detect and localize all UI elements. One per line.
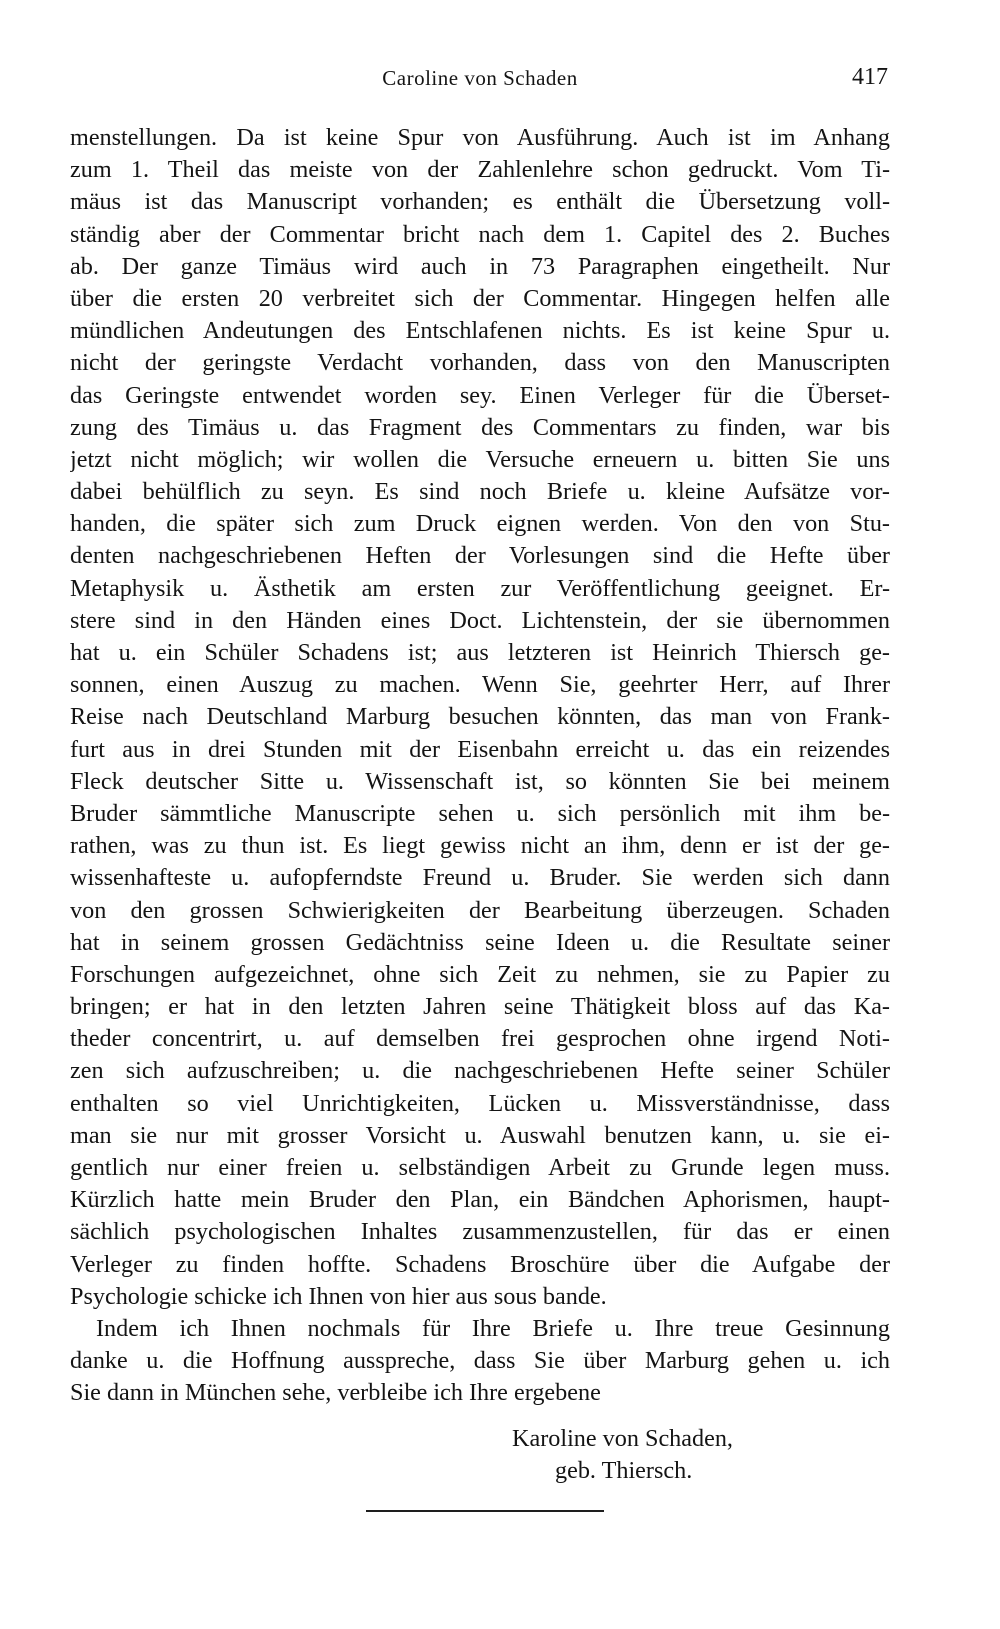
text-line: Psychologie schicke ich Ihnen von hier aus sous bande. xyxy=(70,1282,607,1310)
text-line: handen, die später sich zum Druck eignen werden. Von den von Stu- xyxy=(70,510,890,538)
end-rule xyxy=(366,1510,604,1512)
text-line: theder concentrirt, u. auf demselben frei gesprochen ohne irgend Noti- xyxy=(70,1025,890,1053)
text-line: bringen; er hat in den letzten Jahren seine Thätigkeit bloss auf das Ka- xyxy=(70,993,890,1021)
text-line: Indem ich Ihnen nochmals für Ihre Briefe u. Ihre treue Gesinnung xyxy=(96,1314,890,1342)
text-line: sächlich psychologischen Inhaltes zusammenzustellen, für das er einen xyxy=(70,1218,890,1246)
text-line: denten nachgeschriebenen Heften der Vorlesungen sind die Hefte über xyxy=(70,542,890,570)
text-line: mäus ist das Manuscript vorhanden; es enthält die Übersetzung voll- xyxy=(70,188,890,216)
text-line: rathen, was zu thun ist. Es liegt gewiss nicht an ihm, denn er ist der ge- xyxy=(70,832,890,860)
text-line: enthalten so viel Unrichtigkeiten, Lücken u. Missverständnisse, dass xyxy=(70,1089,890,1117)
text-line: das Geringste entwendet worden sey. Einen Verleger für die Überset- xyxy=(70,381,890,409)
text-line: hat u. ein Schüler Schadens ist; aus letzteren ist Heinrich Thiersch ge- xyxy=(70,639,890,666)
letter-body xyxy=(70,122,890,1410)
text-line: zum 1. Theil das meiste von der Zahlenlehre schon gedruckt. Vom Ti- xyxy=(70,156,890,184)
text-line: Metaphysik u. Ästhetik am ersten zur Veröffentlichung geeignet. Er- xyxy=(70,574,890,602)
text-line: Verleger zu finden hoffte. Schadens Broschüre über die Aufgabe der xyxy=(70,1250,890,1278)
page-number: 417 xyxy=(852,64,888,90)
page-header xyxy=(70,64,890,94)
text-line: mündlichen Andeutungen des Entschlafenen nichts. Es ist keine Spur u. xyxy=(70,317,890,345)
text-line: über die ersten 20 verbreitet sich der Commentar. Hingegen helfen alle xyxy=(70,284,890,312)
text-line: zung des Timäus u. das Fragment des Commentars zu finden, war bis xyxy=(70,413,890,441)
text-line: Forschungen aufgezeichnet, ohne sich Zeit zu nehmen, sie zu Papier zu xyxy=(70,960,890,988)
signature-name: Karoline von Schaden, xyxy=(512,1425,733,1452)
text-line: menstellungen. Da ist keine Spur von Ausführung. Auch ist im Anhang xyxy=(70,124,890,151)
signature-maiden-name: geb. Thiersch. xyxy=(555,1457,693,1485)
text-line: jetzt nicht möglich; wir wollen die Versuche erneuern u. bitten Sie uns xyxy=(70,445,890,473)
text-line: gentlich nur einer freien u. selbständigen Arbeit zu Grunde legen muss. xyxy=(70,1154,890,1181)
text-line: danke u. die Hoffnung ausspreche, dass Sie über Marburg gehen u. ich xyxy=(70,1347,890,1375)
text-line: ab. Der ganze Timäus wird auch in 73 Paragraphen eingetheilt. Nur xyxy=(70,252,890,280)
text-line: nicht der geringste Verdacht vorhanden, dass von den Manuscripten xyxy=(70,349,890,377)
text-line: zen sich aufzuschreiben; u. die nachgeschriebenen Hefte seiner Schüler xyxy=(70,1057,890,1085)
text-line: Kürzlich hatte mein Bruder den Plan, ein Bändchen Aphorismen, haupt- xyxy=(70,1186,890,1214)
text-line: man sie nur mit grosser Vorsicht u. Auswahl benutzen kann, u. sie ei- xyxy=(70,1121,890,1149)
text-line: dabei behülflich zu seyn. Es sind noch Briefe u. kleine Aufsätze vor- xyxy=(70,478,890,506)
text-line: Sie dann in München sehe, verbleibe ich Ihre ergebene xyxy=(70,1379,601,1407)
letter-signature xyxy=(70,1423,890,1487)
text-line: stere sind in den Händen eines Doct. Lichtenstein, der sie übernommen xyxy=(70,606,890,634)
text-line: von den grossen Schwierigkeiten der Bearbeitung überzeugen. Schaden xyxy=(70,896,890,924)
text-line: sonnen, einen Auszug zu machen. Wenn Sie, geehrter Herr, auf Ihrer xyxy=(70,671,890,699)
text-line: Reise nach Deutschland Marburg besuchen könnten, das man von Frank- xyxy=(70,703,890,731)
running-head: Caroline von Schaden xyxy=(382,66,578,90)
text-line: Bruder sämmtliche Manuscripte sehen u. sich persönlich mit ihm be- xyxy=(70,799,890,827)
text-line: hat in seinem grossen Gedächtniss seine Ideen u. die Resultate seiner xyxy=(70,928,890,956)
text-line: furt aus in drei Stunden mit der Eisenbahn erreicht u. das ein reizendes xyxy=(70,735,890,763)
text-line: ständig aber der Commentar bricht nach dem 1. Capitel des 2. Buches xyxy=(70,220,890,248)
text-line: Fleck deutscher Sitte u. Wissenschaft ist, so könnten Sie bei meinem xyxy=(70,767,890,795)
text-line: wissenhafteste u. aufopferndste Freund u. Bruder. Sie werden sich dann xyxy=(70,864,890,892)
